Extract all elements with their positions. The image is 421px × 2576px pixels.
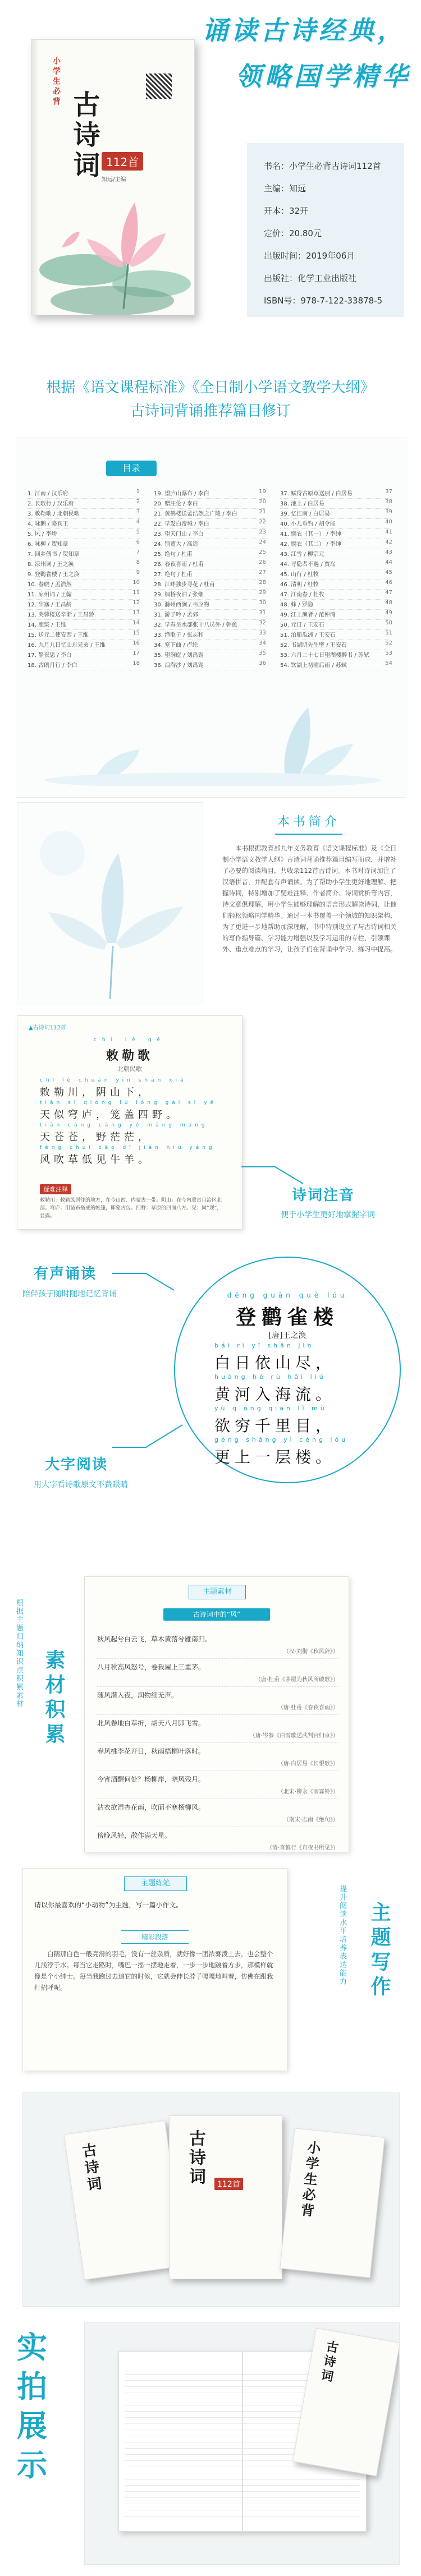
poem-line-pinyin: tiān sì qióng lú lóng gài sì yě — [40, 1100, 217, 1106]
book-cover — [31, 39, 195, 315]
cover-series-line: 小学生必背 — [52, 57, 61, 107]
poem-title-pinyin: dēng guàn què lóu — [227, 1291, 348, 1299]
material-side-title: 素材积累 — [42, 1649, 65, 1748]
writing-sub-head: 精彩段落 — [121, 1930, 189, 1944]
writing-section — [0, 1862, 421, 2081]
writing-prompt: 请以你最喜欢的“小动物”为主题，写一篇小作文。 — [34, 1901, 183, 1909]
poem-line-pinyin: bái rì yī shān jìn — [214, 1342, 314, 1349]
material-sub: 古诗词中的“风” — [163, 1608, 270, 1621]
toc-row: 12. 出塞 / 王昌龄 12 — [28, 600, 140, 610]
list-item: 沾衣欲湿杏花雨，吹面不寒杨柳风。 （南宋·志南《绝句》） — [97, 1799, 338, 1827]
toc-row: 19. 望庐山瀑布 / 李白 19 — [154, 489, 266, 499]
material-list — [97, 1631, 338, 1855]
poem-line: 风吹草低见牛羊。 — [40, 1154, 152, 1166]
material-head: 主题素材 — [189, 1585, 246, 1599]
list-item: 八月秋高风怒号，卷我屋上三重茅。 （唐·杜甫《茅屋为秋风所破歌》） — [97, 1659, 338, 1687]
toc-row: 2. 长歌行 / 汉乐府 2 — [28, 499, 140, 509]
toc-row: 7. 回乡偶书 / 贺知章 7 — [28, 549, 140, 559]
banner-line-1: 根据《语文课程标准》《全日制小学语文教学大纲》 — [46, 379, 375, 396]
info-row-editor: 主编：知远 — [264, 183, 306, 194]
toc-row: 4. 咏鹅 / 骆宾王 4 — [28, 519, 140, 529]
callout-large-print-title: 大字阅读 — [45, 1456, 108, 1473]
poem-title-pinyin: chì lè gē — [93, 1037, 166, 1043]
note-label: 疑难注释 — [40, 1184, 71, 1194]
list-item: 傍晚风轻，散作满天星。 （清·查慎行《舟夜书所见》） — [97, 1827, 338, 1855]
poem-line-pinyin: tiān cāng cāng yě máng máng — [40, 1123, 208, 1128]
intro-title-underline — [275, 834, 342, 835]
toc-row: 27. 绝句 / 杜甫 27 — [154, 569, 266, 579]
writing-text: 白鹅那白色一般亮滑的羽毛，没有一丝杂质，就好像一团浓雾泼上去，也会整个儿浅浮于水。每当它走路时，嘴巴一摇一摆地走着，一步一步地踱着方步，那模样就像是个小绅士。每当我跑过去追它的时候，它就会伸长脖子嘎嘎地叫着，仿佛在跟我打招呼呢。 — [34, 1950, 273, 1991]
poem-line-pinyin: fēng chuī cǎo dī jiàn niú yáng — [40, 1145, 216, 1151]
toc-row: 54. 饮湖上初晴后雨 / 苏轼 54 — [280, 660, 392, 670]
toc-row: 8. 凉州词 / 王之涣 8 — [28, 559, 140, 569]
toc-row: 48. 蜂 / 罗隐 48 — [280, 600, 392, 610]
toc-row: 43. 江雪 / 柳宗元 43 — [280, 549, 392, 559]
writing-head: 主题练笔 — [124, 1876, 187, 1891]
info-row-publisher: 出版社：化学工业出版社 — [264, 273, 357, 283]
qr-code-icon — [146, 73, 172, 99]
note-text: 敕勒川：敕勒族居住的地方，在今山西、内蒙古一带。阴山：在今内蒙古自治区北部。穹庐：用毡布搭成的帐篷，即蒙古包。四野：草原的四面八方。见：同“现”，显露。 — [40, 1198, 222, 1219]
poem-line-pinyin: yù qióng qiān lǐ mù — [214, 1405, 327, 1412]
toc-row: 21. 黄鹤楼送孟浩然之广陵 / 李白 21 — [154, 509, 266, 519]
poem-line: 天苍苍，野茫茫， — [40, 1131, 152, 1143]
toc-row: 42. 悯农（其二） / 李绅 42 — [280, 539, 392, 549]
toc-row: 52. 书湖阴先生壁 / 王安石 52 — [280, 640, 392, 650]
toc-row: 32. 早春呈水部张十八员外 / 韩愈 32 — [154, 620, 266, 630]
toc-row: 9. 登鹳雀楼 / 王之涣 9 — [28, 569, 140, 579]
list-item: 春风桃李花开日，秋雨梧桐叶落时。 （唐·白居易《长恨歌》） — [97, 1743, 338, 1771]
poem-author: [唐]王之涣 — [268, 1331, 306, 1340]
poem-page-header: ▲古诗词112首 — [29, 1025, 66, 1031]
banner-line-2: 古诗词背诵推荐篇目修订 — [130, 403, 291, 420]
intro-section — [0, 802, 421, 1010]
poem-sample-1 — [0, 1015, 421, 1251]
list-item: 秋风起兮白云飞，草木黄落兮雁南归。 （汉·刘彻《秋风辞》） — [97, 1631, 338, 1659]
toc-row: 20. 赠汪伦 / 李白 20 — [154, 499, 266, 509]
poem-title: 敕勒歌 — [106, 1049, 153, 1063]
toc-row: 46. 清明 / 杜牧 46 — [280, 579, 392, 590]
writing-side-desc: 提升阅读水平培养表达能力 — [338, 1885, 346, 1986]
toc-box — [16, 438, 406, 798]
info-row-format: 开本：32开 — [264, 206, 309, 216]
material-section — [0, 1565, 421, 1862]
toc-row: 40. 小儿垂钓 / 胡令能 40 — [280, 519, 392, 529]
toc-row: 51. 泊船瓜洲 / 王安石 51 — [280, 630, 392, 640]
material-card — [84, 1576, 349, 1852]
cover-editor: 知远/主编 — [102, 177, 126, 183]
toc-row: 24. 别董大 / 高适 24 — [154, 539, 266, 549]
poem-line: 敕勒川，阴山下， — [40, 1087, 152, 1098]
toc-row: 49. 江上渔者 / 范仲淹 49 — [280, 610, 392, 620]
hero-section — [0, 0, 421, 359]
poem-author: 北朝民歌 — [117, 1065, 142, 1073]
toc-row: 18. 古朗月行 / 李白 18 — [28, 660, 140, 670]
toc-row: 3. 敕勒歌 / 北朝民歌 3 — [28, 509, 140, 519]
toc-row: 44. 寻隐者不遇 / 贾岛 44 — [280, 559, 392, 569]
info-row-isbn: ISBN号：978-7-122-33878-5 — [264, 296, 383, 306]
toc-column-3 — [280, 489, 392, 670]
photo-book-front: 古诗词 112首 — [169, 2115, 282, 2279]
photo-book-back: 古诗词 — [64, 2120, 186, 2280]
callout-line-icon — [112, 1268, 180, 1301]
slogan-line-2: 领略国学精华 — [236, 61, 411, 91]
toc-row: 37. 赋得古原草送别 / 白居易 37 — [280, 489, 392, 499]
toc-section — [0, 438, 421, 802]
toc-row: 36. 浪淘沙 / 刘禹锡 36 — [154, 660, 266, 670]
toc-row: 30. 滁州西涧 / 韦应物 30 — [154, 600, 266, 610]
toc-row: 41. 悯农（其一） / 李绅 41 — [280, 529, 392, 539]
callout-large-print-desc: 用大字看诗歌原文不费眼睛 — [34, 1480, 128, 1489]
info-row-date: 出版时间：2019年06月 — [264, 251, 355, 261]
toc-row: 38. 池上 / 白居易 38 — [280, 499, 392, 509]
poem-line-pinyin: huáng hé rù hǎi liú — [214, 1373, 326, 1381]
toc-row: 25. 绝句 / 杜甫 25 — [154, 549, 266, 559]
writing-side-title: 主题写作 — [368, 1902, 391, 2000]
poem-line-pinyin: gèng shàng yì céng lóu — [214, 1436, 349, 1443]
list-item: 随风潜入夜，润物细无声。 （唐·杜甫《春夜喜雨》） — [97, 1687, 338, 1715]
toc-row: 35. 望洞庭 / 刘禹锡 35 — [154, 650, 266, 660]
photo-book-side: 小学生必背 — [280, 2128, 385, 2278]
slogan-line-1: 诵读古诗经典， — [202, 15, 406, 45]
poem-sample-2 — [0, 1251, 421, 1565]
toc-lotus-decoration-icon — [28, 674, 398, 786]
list-item: 北风卷地白草折，胡天八月即飞雪。 （唐·岑参《白雪歌送武判官归京》） — [97, 1715, 338, 1743]
intro-title: 本书简介 — [277, 815, 340, 829]
poem-circle-card — [174, 1257, 401, 1483]
toc-row: 16. 九月九日忆山东兄弟 / 王维 16 — [28, 640, 140, 650]
photos-label: 实拍展示 — [17, 2330, 49, 2483]
toc-row: 26. 春夜喜雨 / 杜甫 26 — [154, 559, 266, 569]
toc-row: 1. 江南 / 汉乐府 1 — [28, 489, 140, 499]
book-spine-shade — [31, 40, 39, 315]
cover-title: 古诗词 — [68, 90, 100, 181]
poem-line: 欲穷千里目， — [214, 1416, 336, 1435]
book-info-panel — [247, 143, 404, 317]
toc-row: 6. 咏柳 / 贺知章 6 — [28, 539, 140, 549]
toc-row: 34. 塞下曲 / 卢纶 34 — [154, 640, 266, 650]
poem-page-card — [17, 1015, 242, 1230]
toc-row: 31. 游子吟 / 孟郊 31 — [154, 610, 266, 620]
poem-title: 登鹳雀楼 — [235, 1306, 339, 1329]
toc-row: 23. 望天门山 / 李白 23 — [154, 529, 266, 539]
poem-line: 白日依山尽， — [214, 1354, 336, 1372]
toc-row: 5. 风 / 李峤 5 — [28, 529, 140, 539]
toc-row: 39. 忆江南 / 白居易 39 — [280, 509, 392, 519]
callout-pinyin-desc: 便于小学生更好地掌握字词 — [281, 1211, 375, 1220]
toc-column-2 — [154, 489, 266, 670]
toc-row: 50. 元日 / 王安石 50 — [280, 620, 392, 630]
info-row-title: 书名：小学生必背古诗词112首 — [264, 161, 381, 171]
toc-column-1 — [28, 489, 140, 670]
cover-count-badge: 112首 — [102, 152, 143, 171]
intro-text: 本书根据教育部九年义务教育《语文课程标准》及《全日制小学语文教学大纲》古诗词背诵推荐篇目编写而成，并增补了必要的阅读篇目，共收录112首古诗词。本书对诗词加注了汉语拼音，并配套有声诵读。为了帮助小学生更好地理解、把握诗词，特别增加了疑难注释、作者简介、诗词赏析等内容，诗文意俱理解，用小学生能够理解的语言形式解读诗词，让他们轻松领略国学精华。通过一本书覆盖一个领域的知识架构，为了更进一步地帮助加深理解，书中特别设立了与古诗词相关的写作指导篇、学习能力增强以及学习运用的专栏，引领课外、重点难点的学习，让孩子们在背诵中学习、练习中提高。 — [222, 844, 397, 953]
info-row-price: 定价：20.80元 — [264, 228, 322, 238]
callout-line-icon — [112, 1419, 185, 1453]
poem-line-pinyin: chì lè chuān yīn shān xià — [40, 1078, 187, 1083]
poem-line: 天似穹庐，笼盖四野。 — [40, 1109, 180, 1121]
toc-row: 53. 六月二十七日望湖楼醉书 / 苏轼 53 — [280, 650, 392, 660]
callout-audio-title: 有声诵读 — [34, 1266, 97, 1282]
toc-row: 45. 山行 / 杜牧 45 — [280, 569, 392, 579]
toc-row: 13. 芙蓉楼送辛渐 / 王昌龄 13 — [28, 610, 140, 620]
toc-row: 11. 凉州词 / 王翰 11 — [28, 590, 140, 600]
toc-row: 17. 静夜思 / 李白 17 — [28, 650, 140, 660]
poem-lines — [40, 1078, 225, 1167]
callout-pinyin-title: 诗词注音 — [292, 1187, 355, 1204]
ink-lotus-icon — [17, 803, 203, 1005]
intro-text-panel — [213, 802, 404, 1004]
poem-line: 更上一层楼。 — [214, 1448, 336, 1466]
toc-row: 22. 早发白帝城 / 李白 22 — [154, 519, 266, 529]
poem-lines — [214, 1342, 360, 1468]
photos-section — [0, 2081, 421, 2576]
writing-card — [22, 1868, 287, 2071]
product-photo-2 — [84, 2322, 400, 2565]
toc-row: 15. 送元二使安西 / 王维 15 — [28, 630, 140, 640]
toc-row: 14. 鹿柴 / 王维 14 — [28, 620, 140, 630]
toc-row: 28. 江畔独步寻花 / 杜甫 28 — [154, 579, 266, 590]
product-photo-1 — [22, 2092, 400, 2307]
toc-row: 47. 江南春 / 杜牧 47 — [280, 590, 392, 600]
toc-row: 29. 枫桥夜泊 / 张继 29 — [154, 590, 266, 600]
poem-line: 黄河入海流。 — [214, 1385, 336, 1404]
material-side-desc: 根据主题归纳知识点积累素材 — [15, 1599, 23, 1708]
intro-illustration — [17, 802, 203, 1005]
callout-audio-desc: 陪伴孩子随时随地记忆背诵 — [22, 1290, 117, 1299]
standards-banner — [0, 359, 421, 438]
list-item: 今宵酒醒何处？杨柳岸，晓风残月。 （北宋·柳永《雨霖铃》） — [97, 1771, 338, 1799]
lotus-illustration-icon — [39, 180, 194, 315]
toc-title: 目录 — [106, 461, 157, 476]
toc-row: 33. 渔歌子 / 张志和 33 — [154, 630, 266, 640]
toc-row: 10. 春晓 / 孟浩然 10 — [28, 579, 140, 590]
photo-book-overlay: 古诗词 — [292, 2328, 400, 2477]
page-gutter — [242, 2352, 243, 2531]
